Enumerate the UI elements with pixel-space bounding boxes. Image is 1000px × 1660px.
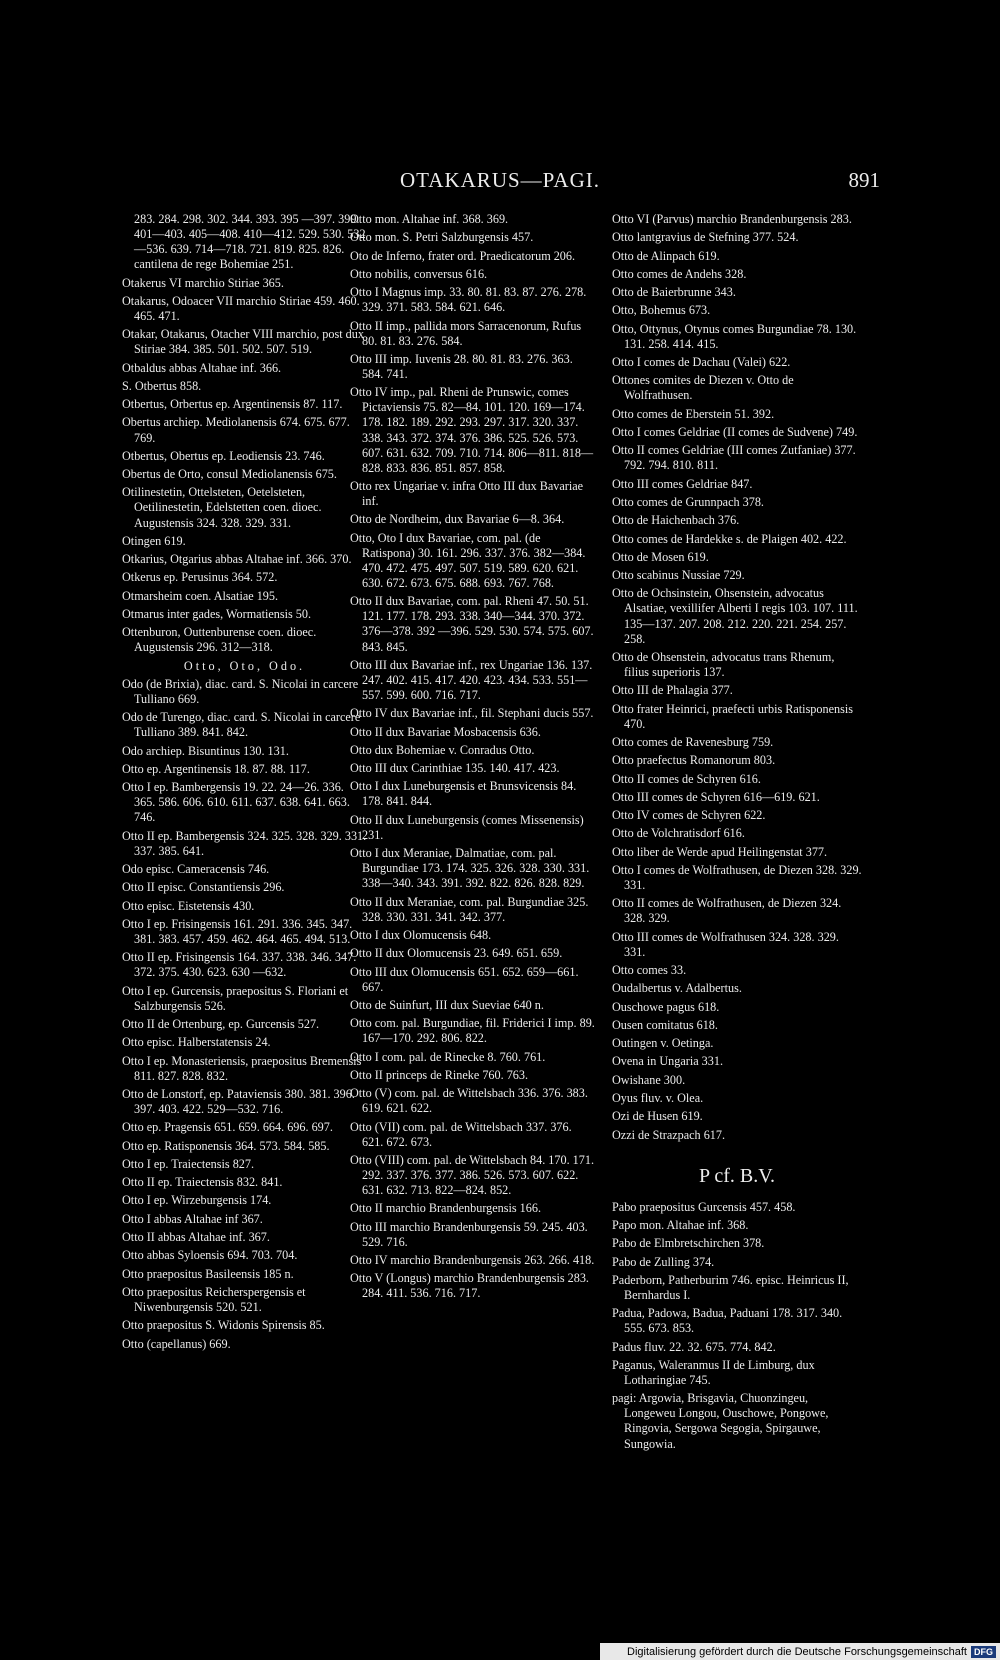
index-entry: Otto de Alinpach 619.	[612, 248, 720, 263]
index-entry: Otto I dux Luneburgensis et Brunsvicensis 84. 178. 841. 844.	[350, 779, 577, 809]
index-entry: Otto de Ohsenstein, advocatus trans Rhenum, filius superioris 137.	[612, 649, 835, 679]
index-entry: Otto II princeps de Rineke 760. 763.	[350, 1067, 529, 1082]
index-entry: Otto II marchio Brandenburgensis 166.	[350, 1201, 542, 1216]
index-entry: Otto com. pal. Burgundiae, fil. Friderici I imp. 89. 167—170. 292. 806. 822.	[350, 1016, 595, 1046]
index-entry: Otbertus, Orbertus ep. Argentinensis 87. 117.	[122, 397, 343, 412]
index-entry: Otto nobilis, conversus 616.	[350, 266, 488, 281]
index-entry: Otto II comes de Schyren 616.	[612, 771, 761, 786]
index-entry: Otto (capellanus) 669.	[122, 1336, 231, 1351]
index-entry: Ousen comitatus 618.	[612, 1017, 718, 1032]
index-entry: Pabo praepositus Gurcensis 457. 458.	[612, 1199, 796, 1214]
index-entry: Otto lantgravius de Stefning 377. 524.	[612, 230, 799, 245]
index-entry: Otto I ep. Monasteriensis, praepositus Bremensis 811. 827. 828. 832.	[122, 1053, 362, 1083]
page-number: 891	[848, 168, 880, 192]
index-entry: Otto II dux Bavariae, com. pal. Rheni 47. 50. 51. 121. 177. 178. 293. 338. 340—344. 370. 372. 376—378. 392 —396. 529. 530. 574. 575. 607. 843. 845.	[350, 594, 594, 654]
index-entry: Otto I comes de Wolfrathusen, de Diezen 328. 329. 331.	[612, 862, 862, 892]
index-entry: Otto comes de Andehs 328.	[612, 266, 747, 281]
section-heading: P cf. B.V.	[698, 1164, 776, 1187]
index-entry: Otto I dux Olomucensis 648.	[350, 927, 492, 942]
index-entry: Otto de Mosen 619.	[612, 549, 709, 564]
index-entry: Otto (V) com. pal. de Wittelsbach 336. 376. 383. 619. 621. 622.	[350, 1086, 588, 1116]
index-entry: Otto III dux Bavariae inf., rex Ungariae 136. 137. 247. 402. 415. 417. 420. 423. 434. 533. 551—557. 599. 600. 716. 717.	[350, 657, 593, 702]
index-entry: Otto IV dux Bavariae inf., fil. Stephani ducis 557.	[350, 706, 594, 721]
footer-text: Digitalisierung gefördert durch die Deutsche Forschungsgemeinschaft	[627, 1645, 967, 1658]
index-entry: S. Otbertus 858.	[122, 378, 202, 393]
index-entry: Odo (de Brixia), diac. card. S. Nicolai in carcere Tulliano 669.	[122, 676, 359, 706]
index-entry: Ovena in Ungaria 331.	[612, 1054, 724, 1069]
index-entry: Otto comes 33.	[612, 963, 687, 978]
index-entry: Otto III comes de Wolfrathusen 324. 328. 329. 331.	[612, 929, 839, 959]
index-entry: Otto II dux Meraniae, com. pal. Burgundiae 325. 328. 330. 331. 341. 342. 377.	[350, 894, 589, 924]
index-entry: Otto I ep. Wirzeburgensis 174.	[122, 1193, 272, 1208]
index-entry: Padus fluv. 22. 32. 675. 774. 842.	[612, 1339, 776, 1354]
index-entry: Odo archiep. Bisuntinus 130. 131.	[122, 743, 289, 758]
index-column-2	[350, 212, 595, 1305]
index-entry: Otto (VII) com. pal. de Wittelsbach 337. 376. 621. 672. 673.	[350, 1119, 572, 1149]
index-entry: Ottenburon, Outtenburense coen. dioec. Augustensis 296. 312—318.	[122, 625, 317, 655]
index-entry: Otto comes de Ravenesburg 759.	[612, 734, 774, 749]
index-entry: Otbertus, Obertus ep. Leodiensis 23. 746.	[122, 448, 325, 463]
index-entry: Ozi de Husen 619.	[612, 1109, 703, 1124]
index-entry: Odo de Turengo, diac. card. S. Nicolai in carcere Tulliano 389. 841. 842.	[122, 710, 361, 740]
index-entry: Otto praepositus S. Widonis Spirensis 85.	[122, 1318, 325, 1333]
index-entry: Otmarsheim coen. Alsatiae 195.	[122, 588, 279, 603]
index-entry: Otto III comes de Schyren 616—619. 621.	[612, 789, 820, 804]
index-entry: Otto ep. Argentinensis 18. 87. 88. 117.	[122, 761, 310, 776]
index-entry: Otto IV marchio Brandenburgensis 263. 266. 418.	[350, 1253, 595, 1267]
index-entry: Otto I comes de Dachau (Valei) 622.	[612, 355, 791, 370]
index-entry: pagi: Argowia, Brisgavia, Chuonzingeu, Longeweu Longou, Ouschowe, Pongowe, Ringovia, Sergowa Segogia, Spirgauwe, Sungowia.	[612, 1391, 829, 1451]
index-entry: Otingen 619.	[122, 533, 186, 548]
index-entry: Otakerus VI marchio Stiriae 365.	[122, 275, 284, 290]
index-entry: Otkerus ep. Perusinus 364. 572.	[122, 570, 278, 585]
index-entry: Otto II abbas Altahae inf. 367.	[122, 1230, 270, 1245]
index-entry: Otto episc. Halberstatensis 24.	[122, 1035, 271, 1050]
index-entry: Otto V (Longus) marchio Brandenburgensis 283. 284. 411. 536. 716. 717.	[350, 1271, 589, 1301]
index-entry: Otto I comes Geldriae (II comes de Sudvene) 749.	[612, 425, 858, 439]
index-entry: Padua, Padowa, Badua, Paduani 178. 317. 340. 555. 673. 853.	[612, 1306, 843, 1336]
index-entry: Otto I dux Meraniae, Dalmatiae, com. pal. Burgundiae 173. 174. 325. 326. 328. 330. 331. 338—340. 343. 391. 392. 822. 826. 828. 829.	[350, 846, 590, 891]
index-entry: Otto (VIII) com. pal. de Wittelsbach 84. 170. 171. 292. 337. 376. 377. 386. 526. 573. 607. 622. 631. 632. 713. 822—824. 852.	[350, 1152, 594, 1198]
index-entry: Otto I abbas Altahae inf 367.	[122, 1211, 263, 1226]
index-entry: Otto ep. Pragensis 651. 659. 664. 696. 697.	[122, 1120, 333, 1135]
index-entry: Otto episc. Eistetensis 430.	[122, 898, 255, 913]
index-column-3	[612, 212, 862, 1455]
index-entry: Otto de Haichenbach 376.	[612, 513, 740, 528]
index-entry: Otto abbas Syloensis 694. 703. 704.	[122, 1248, 298, 1263]
index-entry: Otmarus inter gades, Wormatiensis 50.	[122, 606, 312, 621]
index-entry: Otto ep. Ratisponensis 364. 573. 584. 585.	[122, 1138, 330, 1153]
index-entry: Otto II episc. Constantiensis 296.	[122, 880, 285, 895]
index-entry: Otto frater Heinrici, praefecti urbis Ratisponensis 470.	[612, 701, 853, 731]
index-entry: Otto mon. S. Petri Salzburgensis 457.	[350, 230, 534, 245]
index-entry: Otto de Baierbrunne 343.	[612, 285, 736, 300]
index-entry: Otto, Bohemus 673.	[612, 303, 711, 318]
index-entry: Otto, Ottynus, Otynus comes Burgundiae 78. 130. 131. 258. 414. 415.	[612, 321, 857, 351]
index-subheading: Otto, Oto, Odo.	[183, 658, 306, 673]
index-entry: Papo mon. Altahae inf. 368.	[612, 1218, 749, 1233]
index-entry: Otto III dux Carinthiae 135. 140. 417. 423.	[350, 761, 560, 776]
index-entry: Oyus fluv. v. Olea.	[612, 1091, 704, 1105]
index-entry: Pabo de Zulling 374.	[612, 1254, 715, 1269]
index-entry: Otto IV comes de Schyren 622.	[612, 808, 766, 823]
index-entry: Otto I ep. Frisingensis 161. 291. 336. 345. 347. 381. 383. 457. 459. 462. 464. 465. 494. 513.	[122, 916, 353, 946]
index-entry: Otto II ep. Bambergensis 324. 325. 328. 329. 331. 337. 385. 641.	[122, 828, 367, 858]
index-entry: Otto comes de Grunnpach 378.	[612, 494, 764, 509]
index-entry: Otto de Suinfurt, III dux Sueviae 640 n.	[350, 997, 544, 1012]
index-entry: Otto II de Ortenburg, ep. Gurcensis 527.	[122, 1017, 320, 1032]
index-entry: Otto II dux Luneburgensis (comes Missenensis) 231.	[350, 812, 584, 842]
index-entry: Otto III imp. Iuvenis 28. 80. 81. 83. 276. 363. 584. 741.	[350, 351, 573, 381]
index-entry: Ottones comites de Diezen v. Otto de Wolfrathusen.	[612, 373, 794, 403]
index-entry: Otto praepositus Basileensis 185 n.	[122, 1266, 294, 1281]
index-entry: Otto II comes Geldriae (III comes Zutfaniae) 377. 792. 794. 810. 811.	[612, 443, 856, 473]
index-entry: Otto de Nordheim, dux Bavariae 6—8. 364.	[350, 512, 565, 527]
page-header	[120, 168, 880, 194]
index-entry: Otto VI (Parvus) marchio Brandenburgensis 283.	[612, 212, 852, 226]
index-entry: Otto III dux Olomucensis 651. 652. 659—661. 667.	[350, 964, 579, 994]
index-entry: Otto comes de Eberstein 51. 392.	[612, 406, 775, 421]
index-entry: Otakarus, Odoacer VII marchio Stiriae 459. 460. 465. 471.	[122, 293, 360, 323]
index-entry: Paderborn, Patherburim 746. episc. Heinricus II, Bernhardus I.	[612, 1272, 849, 1302]
index-entry: Otto scabinus Nussiae 729.	[612, 568, 745, 583]
index-entry: Paganus, Waleranmus II de Limburg, dux Lotharingiae 745.	[612, 1357, 815, 1387]
index-entry: Otto de Volchratisdorf 616.	[612, 826, 745, 841]
index-entry: Otbaldus abbas Altahae inf. 366.	[122, 360, 282, 375]
index-entry: Pabo de Elmbretschirchen 378.	[612, 1236, 765, 1251]
index-entry: Otto II dux Olomucensis 23. 649. 651. 659.	[350, 946, 563, 961]
index-entry: Otto III marchio Brandenburgensis 59. 245. 403. 529. 716.	[350, 1219, 588, 1249]
index-column-1	[122, 212, 367, 1355]
index-entry: Owishane 300.	[612, 1072, 686, 1087]
index-entry: Otkarius, Otgarius abbas Altahae inf. 366. 370.	[122, 552, 352, 567]
index-entry: Otto comes de Hardekke s. de Plaigen 402. 422.	[612, 531, 847, 546]
index-entry: Otto I ep. Traiectensis 827.	[122, 1156, 255, 1171]
index-entry: Obertus archiep. Mediolanensis 674. 675. 677. 769.	[122, 415, 350, 445]
index-entry: Otto II comes de Wolfrathusen, de Diezen 324. 328. 329.	[612, 896, 842, 926]
index-entry: Otto de Lonstorf, ep. Pataviensis 380. 381. 396. 397. 403. 422. 529—532. 716.	[122, 1086, 355, 1117]
index-entry: Otto de Ochsinstein, Ohsenstein, advocatus Alsatiae, vexillifer Alberti I regis 103. 107. 111. 135—137. 207. 208. 212. 220. 221. 254. 257. 258.	[612, 586, 858, 646]
index-entry: Otto I ep. Gurcensis, praepositus S. Floriani et Salzburgensis 526.	[122, 983, 349, 1013]
index-entry: Ozzi de Strazpach 617.	[612, 1127, 726, 1142]
index-entry: Otto I ep. Bambergensis 19. 22. 24—26. 336. 365. 586. 606. 610. 611. 637. 638. 641. 663. 746.	[122, 780, 350, 825]
index-entry: Otto mon. Altahae inf. 368. 369.	[350, 212, 509, 226]
index-entry: Otto II ep. Traiectensis 832. 841.	[122, 1175, 283, 1190]
index-entry: Obertus de Orto, consul Mediolanensis 675.	[122, 467, 337, 482]
footer-credit	[600, 1643, 1000, 1660]
index-entry: Otilinestetin, Ottelsteten, Oetelsteten, Oetilinestetin, Edelstetten coen. dioec. Augustensis 324. 328. 329. 331.	[122, 485, 322, 530]
index-entry: Otto dux Bohemiae v. Conradus Otto.	[350, 742, 535, 757]
index-entry: Otto, Oto I dux Bavariae, com. pal. (de Ratispona) 30. 161. 296. 337. 376. 382—384. 470. 472. 475. 497. 507. 519. 589. 620. 621. 630. 672. 673. 675. 688. 693. 767. 768.	[350, 530, 586, 590]
index-entry: Otto III comes Geldriae 847.	[612, 476, 753, 491]
dfg-logo-icon: DFG	[971, 1646, 996, 1658]
index-entry: Otakar, Otakarus, Otacher VIII marchio, post dux Stiriae 384. 385. 501. 502. 507. 519.	[122, 327, 364, 357]
index-entry: Otto III de Phalagia 377.	[612, 683, 733, 698]
index-entry: Otto I Magnus imp. 33. 80. 81. 83. 87. 276. 278. 329. 371. 583. 584. 621. 646.	[350, 285, 587, 315]
index-entry: Otto II ep. Frisingensis 164. 337. 338. 346. 347. 372. 375. 430. 623. 630 —632.	[122, 950, 357, 980]
index-entry: Otto praepositus Reicherspergensis et Niwenburgensis 520. 521.	[122, 1284, 306, 1314]
index-entry: 283. 284. 298. 302. 344. 393. 395 —397. 399. 401—403. 405—408. 410—412. 529. 530. 532—536. 639. 714—718. 721. 819. 825. 826. cantilena de rege Bohemiae 251.	[134, 212, 366, 272]
index-entry: Outingen v. Oetinga.	[612, 1036, 714, 1051]
index-entry: Otto II dux Bavariae Mosbacensis 636.	[350, 724, 541, 739]
index-entry: Otto liber de Werde apud Heilingenstat 377.	[612, 844, 828, 859]
index-entry: Odo episc. Cameracensis 746.	[122, 862, 270, 877]
index-entry: Oudalbertus v. Adalbertus.	[612, 981, 742, 996]
page-title: OTAKARUS—PAGI.	[400, 168, 600, 192]
index-entry: Otto praefectus Romanorum 803.	[612, 753, 776, 768]
index-entry: Otto IV imp., pal. Rheni de Prunswic, comes Pictaviensis 75. 82—84. 101. 120. 169—174. 178. 182. 189. 292. 293. 297. 317. 320. 337. 338. 343. 372. 374. 376. 386. 525. 526. 573. 607. 631. 632. 709. 710. 714. 806—811. 818—828. 833. 836. 851. 857. 858.	[350, 385, 594, 475]
index-entry: Otto II imp., pallida mors Sarracenorum, Rufus 80. 81. 83. 276. 584.	[350, 318, 582, 348]
index-entry: Otto I com. pal. de Rinecke 8. 760. 761.	[350, 1049, 546, 1064]
index-entry: Ouschowe pagus 618.	[612, 999, 720, 1014]
index-entry: Oto de Inferno, frater ord. Praedicatorum 206.	[350, 248, 576, 263]
index-entry: Otto rex Ungariae v. infra Otto III dux Bavariae inf.	[350, 479, 584, 509]
